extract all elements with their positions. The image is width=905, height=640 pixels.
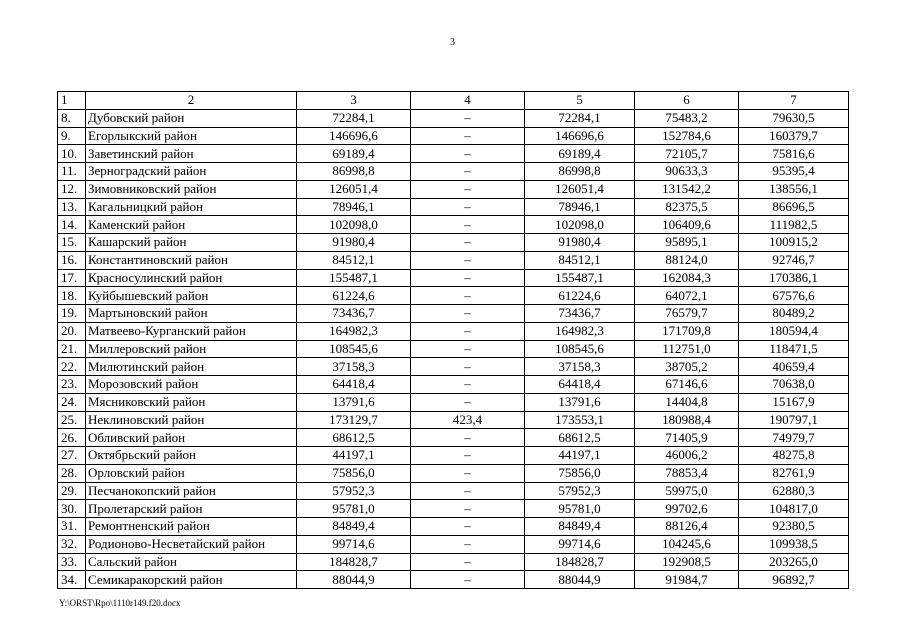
value-col-4: – (411, 358, 525, 376)
row-number: 21. (58, 340, 86, 358)
value-col-7: 67576,6 (739, 287, 849, 305)
value-col-7: 95395,4 (739, 163, 849, 181)
value-col-7: 62880,3 (739, 482, 849, 500)
value-col-4: – (411, 287, 525, 305)
value-col-5: 173553,1 (525, 411, 635, 429)
value-col-4: – (411, 269, 525, 287)
value-col-3: 64418,4 (297, 376, 411, 394)
district-name: Егорлыкский район (86, 127, 297, 145)
value-col-4: – (411, 571, 525, 589)
value-col-4: – (411, 109, 525, 127)
value-col-6: 78853,4 (635, 464, 739, 482)
value-col-3: 155487,1 (297, 269, 411, 287)
district-name: Сальский район (86, 553, 297, 571)
row-number: 22. (58, 358, 86, 376)
value-col-6: 112751,0 (635, 340, 739, 358)
value-col-7: 92746,7 (739, 251, 849, 269)
value-col-5: 73436,7 (525, 305, 635, 323)
value-col-7: 70638,0 (739, 376, 849, 394)
table-row (58, 482, 849, 500)
document-file-path: Y:\ORST\Rpo\1110r149.f20.docx (59, 598, 181, 608)
value-col-7: 79630,5 (739, 109, 849, 127)
value-col-3: 88044,9 (297, 571, 411, 589)
value-col-7: 75816,6 (739, 145, 849, 163)
value-col-3: 146696,6 (297, 127, 411, 145)
value-col-6: 152784,6 (635, 127, 739, 145)
value-col-6: 71405,9 (635, 429, 739, 447)
table-row (58, 500, 849, 518)
value-col-6: 76579,7 (635, 305, 739, 323)
value-col-5: 102098,0 (525, 216, 635, 234)
district-name: Заветинский район (86, 145, 297, 163)
value-col-7: 86696,5 (739, 198, 849, 216)
value-col-4: – (411, 553, 525, 571)
value-col-7: 109938,5 (739, 535, 849, 553)
value-col-5: 88044,9 (525, 571, 635, 589)
district-name: Куйбышевский район (86, 287, 297, 305)
table-row (58, 411, 849, 429)
value-col-6: 90633,3 (635, 163, 739, 181)
value-col-7: 100915,2 (739, 234, 849, 252)
table-row (58, 251, 849, 269)
value-col-7: 118471,5 (739, 340, 849, 358)
row-number: 19. (58, 305, 86, 323)
row-number: 16. (58, 251, 86, 269)
district-name: Миллеровский район (86, 340, 297, 358)
value-col-3: 73436,7 (297, 305, 411, 323)
table-row (58, 376, 849, 394)
value-col-4: – (411, 234, 525, 252)
row-number: 34. (58, 571, 86, 589)
value-col-4: – (411, 535, 525, 553)
value-col-7: 82761,9 (739, 464, 849, 482)
table-row (58, 216, 849, 234)
value-col-6: 106409,6 (635, 216, 739, 234)
row-number: 18. (58, 287, 86, 305)
value-col-4: – (411, 145, 525, 163)
value-col-3: 91980,4 (297, 234, 411, 252)
value-col-6: 38705,2 (635, 358, 739, 376)
value-col-5: 78946,1 (525, 198, 635, 216)
district-name: Мясниковский район (86, 393, 297, 411)
value-col-7: 203265,0 (739, 553, 849, 571)
value-col-6: 88124,0 (635, 251, 739, 269)
value-col-6: 95895,1 (635, 234, 739, 252)
value-col-7: 190797,1 (739, 411, 849, 429)
district-name: Красносулинский район (86, 269, 297, 287)
row-number: 12. (58, 180, 86, 198)
value-col-4: – (411, 322, 525, 340)
value-col-7: 92380,5 (739, 518, 849, 536)
row-number: 29. (58, 482, 86, 500)
row-number: 14. (58, 216, 86, 234)
value-col-6: 99702,6 (635, 500, 739, 518)
value-col-7: 170386,1 (739, 269, 849, 287)
table-row (58, 127, 849, 145)
value-col-3: 78946,1 (297, 198, 411, 216)
value-col-4: – (411, 447, 525, 465)
value-col-7: 40659,4 (739, 358, 849, 376)
value-col-5: 13791,6 (525, 393, 635, 411)
table-row (58, 340, 849, 358)
table-row (58, 553, 849, 571)
column-header: 5 (525, 92, 635, 110)
row-number: 15. (58, 234, 86, 252)
value-col-5: 126051,4 (525, 180, 635, 198)
row-number: 23. (58, 376, 86, 394)
row-number: 13. (58, 198, 86, 216)
value-col-4: – (411, 500, 525, 518)
district-name: Зимовниковский район (86, 180, 297, 198)
table-row (58, 180, 849, 198)
value-col-6: 91984,7 (635, 571, 739, 589)
district-name: Кагальницкий район (86, 198, 297, 216)
district-name: Неклиновский район (86, 411, 297, 429)
value-col-3: 84849,4 (297, 518, 411, 536)
value-col-3: 44197,1 (297, 447, 411, 465)
value-col-7: 80489,2 (739, 305, 849, 323)
value-col-4: – (411, 216, 525, 234)
row-number: 10. (58, 145, 86, 163)
page-number: 3 (450, 37, 455, 48)
value-col-5: 72284,1 (525, 109, 635, 127)
value-col-5: 61224,6 (525, 287, 635, 305)
column-header: 2 (86, 92, 297, 110)
value-col-4: – (411, 251, 525, 269)
value-col-5: 86998,8 (525, 163, 635, 181)
value-col-7: 15167,9 (739, 393, 849, 411)
value-col-5: 64418,4 (525, 376, 635, 394)
district-name: Песчанокопский район (86, 482, 297, 500)
value-col-5: 84849,4 (525, 518, 635, 536)
table-row (58, 109, 849, 127)
table-row (58, 269, 849, 287)
column-header: 3 (297, 92, 411, 110)
district-name: Октябрьский район (86, 447, 297, 465)
value-col-5: 68612,5 (525, 429, 635, 447)
value-col-3: 57952,3 (297, 482, 411, 500)
value-col-6: 192908,5 (635, 553, 739, 571)
district-name: Ремонтненский район (86, 518, 297, 536)
table-row (58, 287, 849, 305)
value-col-5: 91980,4 (525, 234, 635, 252)
value-col-4: – (411, 376, 525, 394)
value-col-6: 14404,8 (635, 393, 739, 411)
value-col-4: 423,4 (411, 411, 525, 429)
value-col-4: – (411, 198, 525, 216)
row-number: 30. (58, 500, 86, 518)
row-number: 32. (58, 535, 86, 553)
value-col-3: 184828,7 (297, 553, 411, 571)
value-col-6: 104245,6 (635, 535, 739, 553)
table-row (58, 198, 849, 216)
value-col-7: 180594,4 (739, 322, 849, 340)
value-col-7: 160379,7 (739, 127, 849, 145)
value-col-5: 99714,6 (525, 535, 635, 553)
district-name: Матвеево-Курганский район (86, 322, 297, 340)
table-row (58, 358, 849, 376)
district-name: Кашарский район (86, 234, 297, 252)
value-col-6: 180988,4 (635, 411, 739, 429)
row-number: 17. (58, 269, 86, 287)
value-col-5: 57952,3 (525, 482, 635, 500)
value-col-6: 67146,6 (635, 376, 739, 394)
row-number: 25. (58, 411, 86, 429)
district-name: Обливский район (86, 429, 297, 447)
value-col-4: – (411, 482, 525, 500)
value-col-4: – (411, 429, 525, 447)
table-row (58, 163, 849, 181)
row-number: 27. (58, 447, 86, 465)
value-col-3: 102098,0 (297, 216, 411, 234)
row-number: 26. (58, 429, 86, 447)
value-col-7: 138556,1 (739, 180, 849, 198)
column-header: 1 (58, 92, 86, 110)
value-col-6: 171709,8 (635, 322, 739, 340)
value-col-4: – (411, 518, 525, 536)
table-row (58, 464, 849, 482)
value-col-3: 126051,4 (297, 180, 411, 198)
value-col-4: – (411, 180, 525, 198)
value-col-3: 68612,5 (297, 429, 411, 447)
value-col-6: 46006,2 (635, 447, 739, 465)
value-col-4: – (411, 127, 525, 145)
table-row (58, 429, 849, 447)
district-name: Константиновский район (86, 251, 297, 269)
value-col-3: 164982,3 (297, 322, 411, 340)
value-col-7: 74979,7 (739, 429, 849, 447)
value-col-4: – (411, 163, 525, 181)
value-col-5: 69189,4 (525, 145, 635, 163)
value-col-5: 44197,1 (525, 447, 635, 465)
district-name: Милютинский район (86, 358, 297, 376)
row-number: 31. (58, 518, 86, 536)
value-col-5: 95781,0 (525, 500, 635, 518)
column-header: 7 (739, 92, 849, 110)
row-number: 20. (58, 322, 86, 340)
value-col-6: 64072,1 (635, 287, 739, 305)
district-name: Дубовский район (86, 109, 297, 127)
value-col-3: 72284,1 (297, 109, 411, 127)
value-col-3: 84512,1 (297, 251, 411, 269)
value-col-7: 96892,7 (739, 571, 849, 589)
value-col-5: 146696,6 (525, 127, 635, 145)
row-number: 28. (58, 464, 86, 482)
value-col-3: 69189,4 (297, 145, 411, 163)
district-name: Семикаракорский район (86, 571, 297, 589)
value-col-3: 75856,0 (297, 464, 411, 482)
value-col-3: 95781,0 (297, 500, 411, 518)
value-col-3: 99714,6 (297, 535, 411, 553)
column-header: 4 (411, 92, 525, 110)
value-col-7: 104817,0 (739, 500, 849, 518)
column-header: 6 (635, 92, 739, 110)
table-row (58, 322, 849, 340)
value-col-6: 75483,2 (635, 109, 739, 127)
value-col-3: 86998,8 (297, 163, 411, 181)
value-col-3: 37158,3 (297, 358, 411, 376)
table-row (58, 535, 849, 553)
table-row (58, 305, 849, 323)
district-name: Мартыновский район (86, 305, 297, 323)
district-name: Пролетарский район (86, 500, 297, 518)
table-row (58, 518, 849, 536)
district-name: Орловский район (86, 464, 297, 482)
table-row (58, 571, 849, 589)
row-number: 9. (58, 127, 86, 145)
budget-table (57, 91, 849, 589)
value-col-6: 72105,7 (635, 145, 739, 163)
value-col-5: 155487,1 (525, 269, 635, 287)
value-col-6: 88126,4 (635, 518, 739, 536)
table-row (58, 447, 849, 465)
value-col-7: 111982,5 (739, 216, 849, 234)
value-col-7: 48275,8 (739, 447, 849, 465)
value-col-5: 164982,3 (525, 322, 635, 340)
table-row (58, 145, 849, 163)
value-col-5: 184828,7 (525, 553, 635, 571)
row-number: 33. (58, 553, 86, 571)
value-col-6: 131542,2 (635, 180, 739, 198)
district-name: Зерноградский район (86, 163, 297, 181)
value-col-3: 61224,6 (297, 287, 411, 305)
table-row (58, 234, 849, 252)
value-col-5: 84512,1 (525, 251, 635, 269)
district-name: Родионово-Несветайский район (86, 535, 297, 553)
row-number: 8. (58, 109, 86, 127)
value-col-5: 37158,3 (525, 358, 635, 376)
value-col-4: – (411, 464, 525, 482)
value-col-3: 173129,7 (297, 411, 411, 429)
table-header-row (58, 92, 849, 110)
value-col-3: 108545,6 (297, 340, 411, 358)
value-col-5: 75856,0 (525, 464, 635, 482)
row-number: 11. (58, 163, 86, 181)
value-col-4: – (411, 305, 525, 323)
value-col-6: 82375,5 (635, 198, 739, 216)
district-name: Каменский район (86, 216, 297, 234)
table-row (58, 393, 849, 411)
value-col-5: 108545,6 (525, 340, 635, 358)
row-number: 24. (58, 393, 86, 411)
value-col-4: – (411, 393, 525, 411)
district-name: Морозовский район (86, 376, 297, 394)
value-col-4: – (411, 340, 525, 358)
value-col-6: 162084,3 (635, 269, 739, 287)
value-col-6: 59975,0 (635, 482, 739, 500)
value-col-3: 13791,6 (297, 393, 411, 411)
